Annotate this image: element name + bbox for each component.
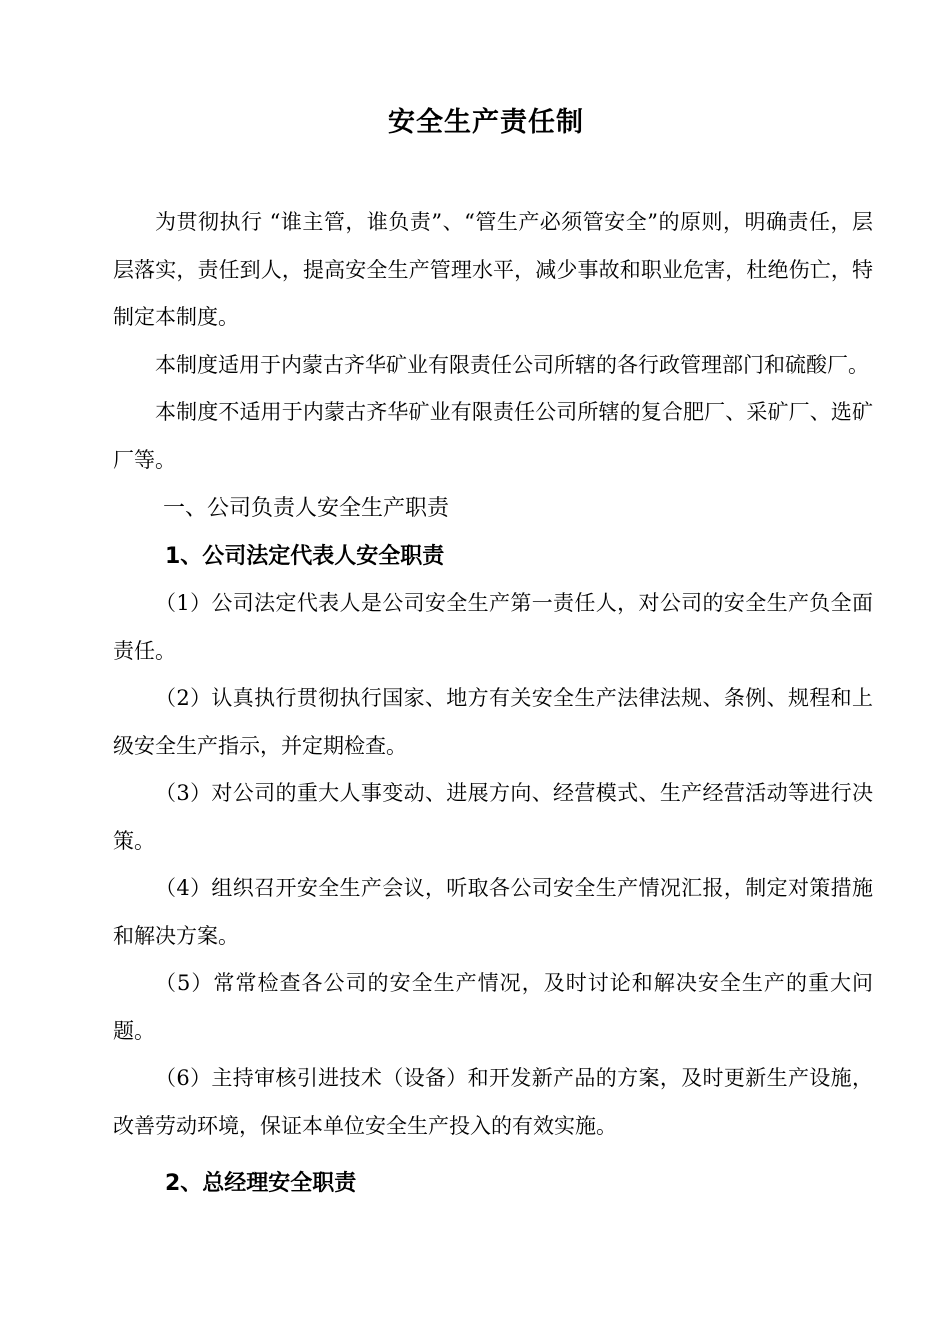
document-title: 安全生产责任制 [388, 107, 584, 138]
intro-paragraph-exclusion: 本制度不适用于内蒙古齐华矿业有限责任公司所辖的复合肥厂、采矿厂、选矿厂等。 [113, 400, 873, 472]
intro-paragraph-purpose: 为贯彻执行 “谁主管，谁负责”、“管生产必须管安全”的原则，明确责任，层层落实，责任到人，提高安全生产管理水平，减少事故和职业危害，杜绝伤亡，特制定本制度。 [113, 210, 873, 329]
document-body [113, 199, 873, 1207]
subsection-heading-general-manager: 2、总经理安全职责 [165, 1171, 357, 1196]
duty-item: （6）主持审核引进技术（设备）和开发新产品的方案，及时更新生产设施，改善劳动环境，保证本单位安全生产投入的有效实施。 [113, 1066, 873, 1138]
intro-paragraph-scope: 本制度适用于内蒙古齐华矿业有限责任公司所辖的各行政管理部门和硫酸厂。 [155, 352, 869, 377]
subsection-heading-legal-rep: 1、公司法定代表人安全职责 [165, 544, 445, 569]
duty-item: （1）公司法定代表人是公司安全生产第一责任人，对公司的安全生产负全面责任。 [113, 591, 873, 663]
duty-item: （2）认真执行贯彻执行国家、地方有关安全生产法律法规、条例、规程和上级安全生产指示，并定期检查。 [113, 686, 873, 758]
duty-item: （5）常常检查各公司的安全生产情况，及时讨论和解决安全生产的重大问题。 [113, 971, 873, 1043]
duty-item: （3）对公司的重大人事变动、进展方向、经营模式、生产经营活动等进行决策。 [113, 781, 873, 853]
duty-item: （4）组织召开安全生产会议，听取各公司安全生产情况汇报，制定对策措施和解决方案。 [113, 876, 873, 948]
section-heading: 一、公司负责人安全生产职责 [163, 496, 450, 521]
